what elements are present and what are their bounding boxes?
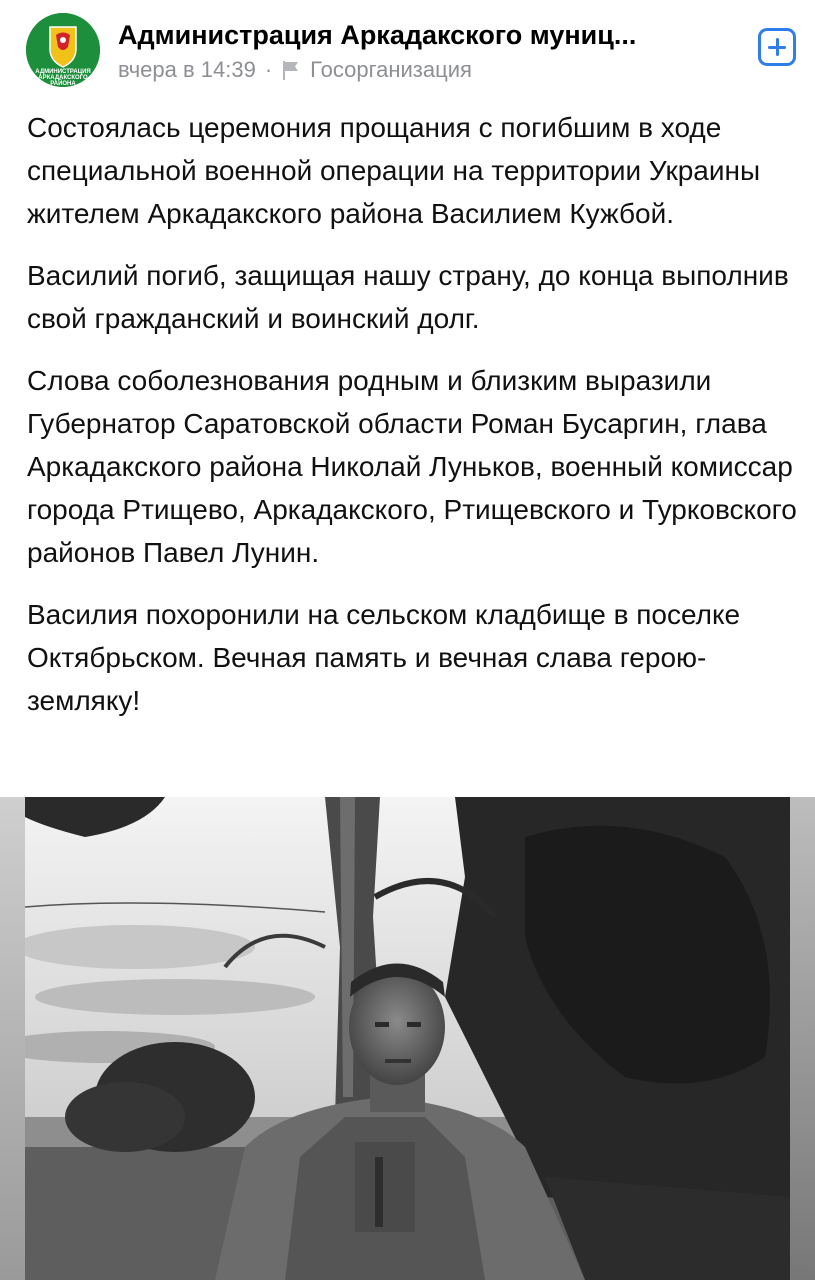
meta-separator: · [264,57,273,82]
post-paragraph: Слова соболезнования родным и близким выразили Губернатор Саратовской области Роман Бусаргин, глава Аркадакского района Николай Луньков, военный комиссар города Ртищево, Аркадакского, Ртищевского и Турковского районов Павел Лунин. [27,365,797,568]
memorial-photo[interactable] [25,797,790,1280]
community-name-link[interactable]: Администрация Аркадакского муниц... [118,20,637,50]
post-photo[interactable] [0,797,815,1280]
photo-image [25,797,790,1280]
avatar-caption-line: РАЙОНА [50,81,76,87]
photo-blur-edge [0,797,25,1280]
post-header [0,0,815,100]
post-paragraph: Состоялась церемония прощания с погибшим в ходе специальной военной операции на территории Украины жителем Аркадакского района Василием Кужбой. [27,112,761,229]
avatar-caption-line: АДМИНИСТРАЦИЯ [35,69,91,75]
avatar-caption-line: АРКАДАКСКОГО [38,75,88,81]
organization-badge: Госорганизация [310,57,472,82]
avatar-caption [26,69,100,87]
post-paragraph: Василий погиб, защищая нашу страну, до конца выполнив свой гражданский и воинский долг. [27,260,789,334]
post-paragraph: Василия похоронили на сельском кладбище в поселке Октябрьском. Вечная память и вечная слава герою-земляку! [27,599,741,716]
post-timestamp[interactable]: вчера в 14:39 [118,57,256,82]
post-meta [118,56,472,84]
post-text [27,106,797,741]
flag-icon [281,59,301,81]
subscribe-button[interactable] [758,28,796,66]
community-avatar[interactable] [26,13,100,87]
photo-blur-edge [790,797,815,1280]
